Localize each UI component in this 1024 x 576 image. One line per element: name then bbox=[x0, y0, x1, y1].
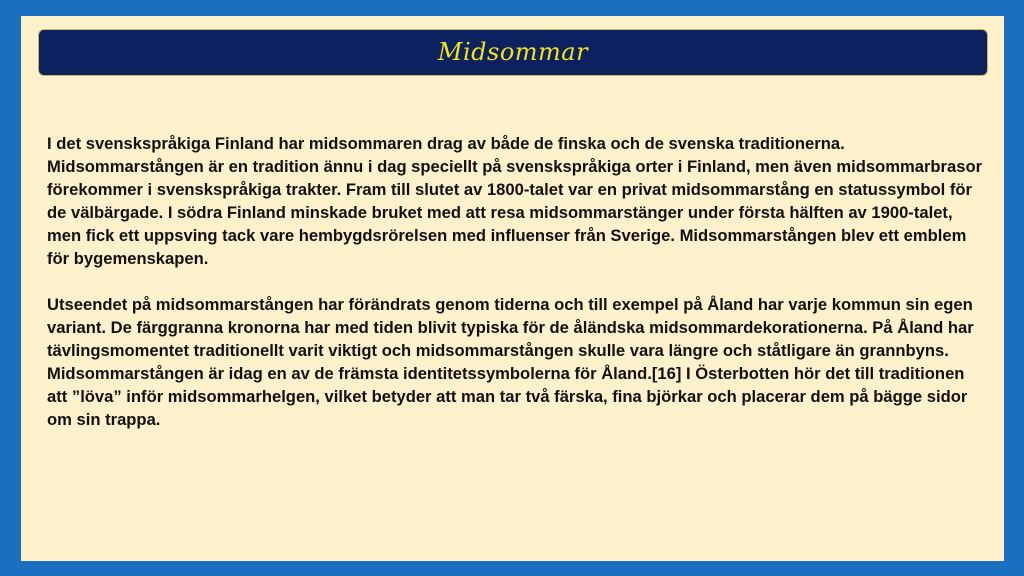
slide-body bbox=[47, 132, 987, 454]
paragraph-2: Utseendet på midsommarstången har förändrats genom tiderna och till exempel på Åland har varje kommun sin egen variant. De färggranna kronorna har med tiden blivit typiska för de åländska midsommardekorationerna. På Åland har tävlingsmomentet traditionellt varit viktigt och midsommarstången skulle vara längre och ståtligare än grannbyns. Midsommarstången är idag en av de främsta identitetssymbolerna för Åland.[16] I Österbotten hör det till traditionen att ”löva” inför midsommarhelgen, vilket betyder att man tar två färska, fina björkar och placerar dem på bägge sidor om sin trappa. bbox=[47, 295, 974, 429]
slide bbox=[21, 16, 1004, 561]
slide-title: Midsommar bbox=[437, 37, 589, 66]
title-bar bbox=[38, 29, 988, 76]
paragraph-1: I det svenskspråkiga Finland har midsommaren drag av både de finska och de svenska traditionerna. Midsommarstången är en tradition ännu i dag speciellt på svenskspråkiga orter i Finland, men även midsommarbrasor förekommer i svenskspråkiga trakter. Fram till slutet av 1800-talet var en privat midsommarstång en statussymbol för de välbärgade. I södra Finland minskade bruket med att resa midsommarstänger under första hälften av 1900-talet, men fick ett uppsving tack vare hembygdsrörelsen med influenser från Sverige. Midsommarstången blev ett emblem för bygemenskapen. bbox=[47, 134, 983, 268]
